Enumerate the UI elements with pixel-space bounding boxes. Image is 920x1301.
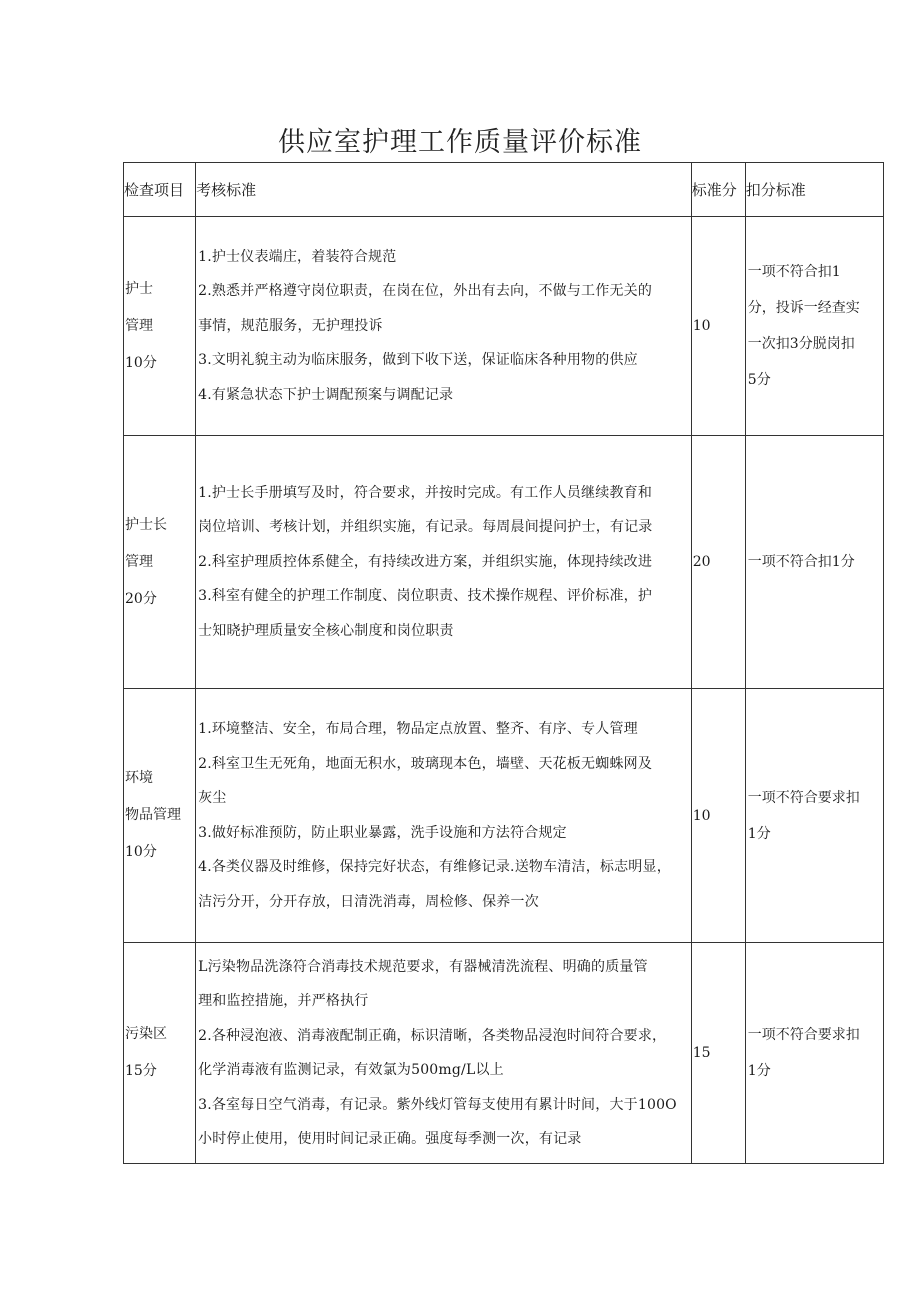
- deduction-cell: 一项不符合扣1 分，投诉一经查实 一次扣3分脱岗扣 5分: [745, 217, 883, 436]
- page-title: 供应室护理工作质量评价标准: [278, 127, 642, 158]
- score-cell: 10: [691, 217, 745, 436]
- header-item: 检查项目: [124, 163, 196, 217]
- table-row: [124, 436, 884, 689]
- score-cell: 15: [691, 943, 745, 1164]
- header-score: 标准分: [691, 163, 745, 217]
- score-cell: 20: [691, 436, 745, 689]
- deduction-cell: 一项不符合扣1分: [745, 436, 883, 689]
- item-cell: 环境 物品管理 10分: [124, 689, 196, 943]
- criteria-cell: 1.护士仪表端庄，着装符合规范 2.熟悉并严格遵守岗位职责，在岗在位，外出有去向，不做与工作无关的 事情，规范服务，无护理投诉 3.文明礼貌主动为临床服务，做到下收下送，保证临床各种用物的供应 4.有紧急状态下护士调配预案与调配记录: [196, 217, 692, 436]
- header-criteria: 考核标准: [196, 163, 692, 217]
- criteria-cell: L污染物品洗涤符合消毒技术规范要求，有器械清洗流程、明确的质量管 理和监控措施，并严格执行 2.各种浸泡液、消毒液配制正确，标识清晰，各类物品浸泡时间符合要求， 化学消毒液有监测记录，有效氯为500mg/L以上 3.各室每日空气消毒，有记录。紫外线灯管每支使用有累计时间，大于100O 小时停止使用，使用时间记录正确。强度每季测一次，有记录: [196, 943, 692, 1164]
- item-cell: 护士 管理 10分: [124, 217, 196, 436]
- criteria-cell: 1.环境整洁、安全，布局合理，物品定点放置、整齐、有序、专人管理 2.科室卫生无死角，地面无积水，玻璃现本色，墙壁、天花板无蜘蛛网及 灰尘 3.做好标准预防，防止职业暴露，洗手设施和方法符合规定 4.各类仪器及时维修，保持完好状态，有维修记录.送物车清洁，标志明显， 洁污分开，分开存放，日清洗消毒，周检修、保养一次: [196, 689, 692, 943]
- table-header-row: [124, 163, 884, 217]
- criteria-cell: 1.护士长手册填写及时，符合要求，并按时完成。有工作人员继续教育和 岗位培训、考核计划，并组织实施，有记录。每周晨间提问护士，有记录 2.科室护理质控体系健全，有持续改进方案，并组织实施，体现持续改进 3.科室有健全的护理工作制度、岗位职责、技术操作规程、评价标准，护 士知晓护理质量安全核心制度和岗位职责: [196, 436, 692, 689]
- item-cell: 污染区 15分: [124, 943, 196, 1164]
- evaluation-table: [123, 162, 884, 1164]
- table-row: [124, 689, 884, 943]
- item-cell: 护士长 管理 20分: [124, 436, 196, 689]
- score-cell: 10: [691, 689, 745, 943]
- header-deduction: 扣分标准: [745, 163, 883, 217]
- deduction-cell: 一项不符合要求扣 1分: [745, 689, 883, 943]
- deduction-cell: 一项不符合要求扣 1分: [745, 943, 883, 1164]
- table-row: [124, 217, 884, 436]
- table-row: [124, 943, 884, 1164]
